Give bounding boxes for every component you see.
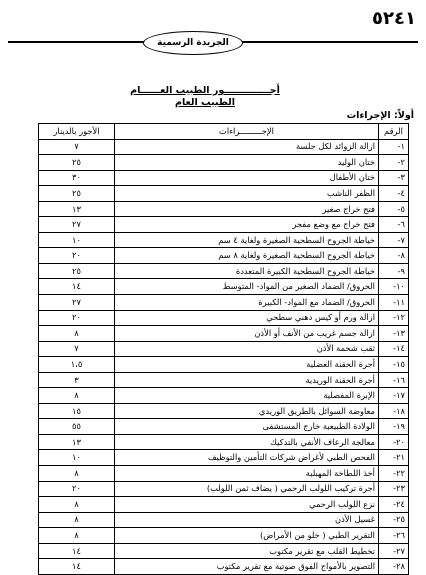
table-row — [39, 559, 409, 575]
row-procedure: الإبرة المفصلية — [115, 388, 379, 404]
row-procedure: الولادة الطبيعية خارج المستشفى — [115, 419, 379, 435]
row-number: ١٧- — [379, 388, 409, 404]
row-fee: ٣٠ — [39, 170, 115, 186]
table-row — [39, 543, 409, 559]
row-fee: ٢٧ — [39, 295, 115, 311]
row-procedure: ازالة ورم أو كيس دهني سطحي — [115, 310, 379, 326]
table-row — [39, 512, 409, 528]
row-procedure: ازالة الزوائد لكل جلسة — [115, 139, 379, 155]
row-number: ١٤- — [379, 341, 409, 357]
column-header-fees: الأجور بالدينار — [39, 124, 115, 140]
table-row — [39, 248, 409, 264]
table-row — [39, 388, 409, 404]
row-procedure: التصوير بالأمواج الفوق صوتية مع تقرير مكتوب — [115, 559, 379, 575]
row-procedure: غسيل الأذن — [115, 512, 379, 528]
row-fee: ١٣ — [39, 434, 115, 450]
table-row — [39, 139, 409, 155]
row-fee: ٥٥ — [39, 419, 115, 435]
row-number: ١٨- — [379, 403, 409, 419]
table-row — [39, 403, 409, 419]
table-row — [39, 295, 409, 311]
row-number: ٨- — [379, 248, 409, 264]
row-procedure: ختان الوليد — [115, 155, 379, 171]
table-row — [39, 528, 409, 544]
table-row — [39, 326, 409, 342]
row-fee: ١٠ — [39, 450, 115, 466]
row-procedure: خياطة الجروح السطحية الصغيرة ولغاية ٨ سم — [115, 248, 379, 264]
row-number: ٢٥- — [379, 512, 409, 528]
table-row — [39, 419, 409, 435]
row-fee: ١،٥ — [39, 357, 115, 373]
row-fee: ٢٧ — [39, 217, 115, 233]
row-fee: ٢٥ — [39, 263, 115, 279]
row-procedure: الفحص الطبي لأغراض شركات التأمين والتوظيف — [115, 450, 379, 466]
row-procedure: أجرة الحقنة الوريدية — [115, 372, 379, 388]
row-number: ٢٨- — [379, 559, 409, 575]
row-number: ١- — [379, 139, 409, 155]
table-row — [39, 481, 409, 497]
row-procedure: معاوضة السوائل بالطريق الوريدي — [115, 403, 379, 419]
row-procedure: الحروق/ الضماد مع المواد- الكبيرة — [115, 295, 379, 311]
fees-table-body — [39, 139, 409, 574]
row-fee: ٨ — [39, 512, 115, 528]
row-procedure: ازالة جسم غريب من الأنف أو الأذن — [115, 326, 379, 342]
row-number: ١٩- — [379, 419, 409, 435]
row-number: ٤- — [379, 186, 409, 202]
document-subtitle: الطبيب العام — [175, 97, 235, 108]
row-number: ٥- — [379, 201, 409, 217]
table-row — [39, 466, 409, 482]
row-procedure: معالجة الرعاف الأنفي بالتدكيك — [115, 434, 379, 450]
row-procedure: الظفر الناشب — [115, 186, 379, 202]
row-number: ١١- — [379, 295, 409, 311]
row-procedure: فتح خراج صغير — [115, 201, 379, 217]
table-row — [39, 497, 409, 513]
row-number: ١٥- — [379, 357, 409, 373]
row-fee: ٢٠ — [39, 481, 115, 497]
row-number: ٢٣- — [379, 481, 409, 497]
table-row — [39, 434, 409, 450]
row-procedure: تخطيط القلب مع تقرير مكتوب — [115, 543, 379, 559]
row-fee: ١٣ — [39, 201, 115, 217]
row-fee: ١٤ — [39, 559, 115, 575]
row-procedure: ختان الأطفال — [115, 170, 379, 186]
row-number: ١٠- — [379, 279, 409, 295]
row-fee: ٢٥ — [39, 186, 115, 202]
row-procedure: خياطة الجروح السطحية الصغيرة ولغاية ٤ سم — [115, 232, 379, 248]
row-number: ٢- — [379, 155, 409, 171]
row-number: ٢١- — [379, 450, 409, 466]
row-procedure: أجرة الحقنة العضلية — [115, 357, 379, 373]
row-fee: ١٤ — [39, 279, 115, 295]
row-number: ٧- — [379, 232, 409, 248]
document-title: أجــــــــــــــور الطبيب العــــــام — [130, 85, 280, 96]
row-procedure: ثقب شحمة الأذن — [115, 341, 379, 357]
row-fee: ٨ — [39, 497, 115, 513]
row-number: ٢٧- — [379, 543, 409, 559]
row-procedure: أجرة تركيب اللولب الرحمي ( يضاف ثمن اللولب) — [115, 481, 379, 497]
row-fee: ١٤ — [39, 543, 115, 559]
section-heading: أولاً: الإجراءات — [346, 110, 414, 121]
row-fee: ٢٠ — [39, 248, 115, 264]
table-row — [39, 310, 409, 326]
row-fee: ٨ — [39, 528, 115, 544]
table-row — [39, 357, 409, 373]
row-number: ٩- — [379, 263, 409, 279]
table-row — [39, 279, 409, 295]
row-fee: ٢٠ — [39, 310, 115, 326]
row-number: ٦- — [379, 217, 409, 233]
row-number: ١٣- — [379, 326, 409, 342]
table-row — [39, 186, 409, 202]
row-fee: ٨ — [39, 388, 115, 404]
row-fee: ٨ — [39, 326, 115, 342]
table-header-row — [39, 124, 409, 140]
row-procedure: نزع اللولب الرحمي — [115, 497, 379, 513]
row-number: ١٢- — [379, 310, 409, 326]
fees-table — [38, 123, 409, 575]
table-row — [39, 341, 409, 357]
row-fee: ١٠ — [39, 232, 115, 248]
gazette-name-badge: الجريدة الرسمية — [143, 31, 243, 55]
table-row — [39, 217, 409, 233]
row-fee: ٢٥ — [39, 155, 115, 171]
row-number: ٢٠- — [379, 434, 409, 450]
table-row — [39, 155, 409, 171]
row-fee: ٧ — [39, 139, 115, 155]
row-procedure: خياطة الجروح السطحية الكبيرة المتعددة — [115, 263, 379, 279]
column-header-number: الرقم — [379, 124, 409, 140]
table-row — [39, 232, 409, 248]
row-number: ٣- — [379, 170, 409, 186]
row-number: ٢٦- — [379, 528, 409, 544]
page-number: ٥٢٤١ — [372, 8, 416, 29]
row-fee: ٣ — [39, 372, 115, 388]
table-row — [39, 263, 409, 279]
row-fee: ٨ — [39, 466, 115, 482]
row-number: ١٦- — [379, 372, 409, 388]
row-procedure: التقرير الطبي ( خلو من الأمراض) — [115, 528, 379, 544]
table-row — [39, 450, 409, 466]
row-procedure: الحروق/ الضماد الصغير من المواد- المتوسط — [115, 279, 379, 295]
table-row — [39, 170, 409, 186]
row-number: ٢٢- — [379, 466, 409, 482]
row-procedure: فتح خراج مع وضع مفجر — [115, 217, 379, 233]
row-fee: ٧ — [39, 341, 115, 357]
table-row — [39, 372, 409, 388]
table-row — [39, 201, 409, 217]
row-number: ٢٤- — [379, 497, 409, 513]
column-header-procedures: الإجـــــــــراءات — [115, 124, 379, 140]
row-fee: ١٥ — [39, 403, 115, 419]
row-procedure: أخذ اللطاخة المهبلية — [115, 466, 379, 482]
